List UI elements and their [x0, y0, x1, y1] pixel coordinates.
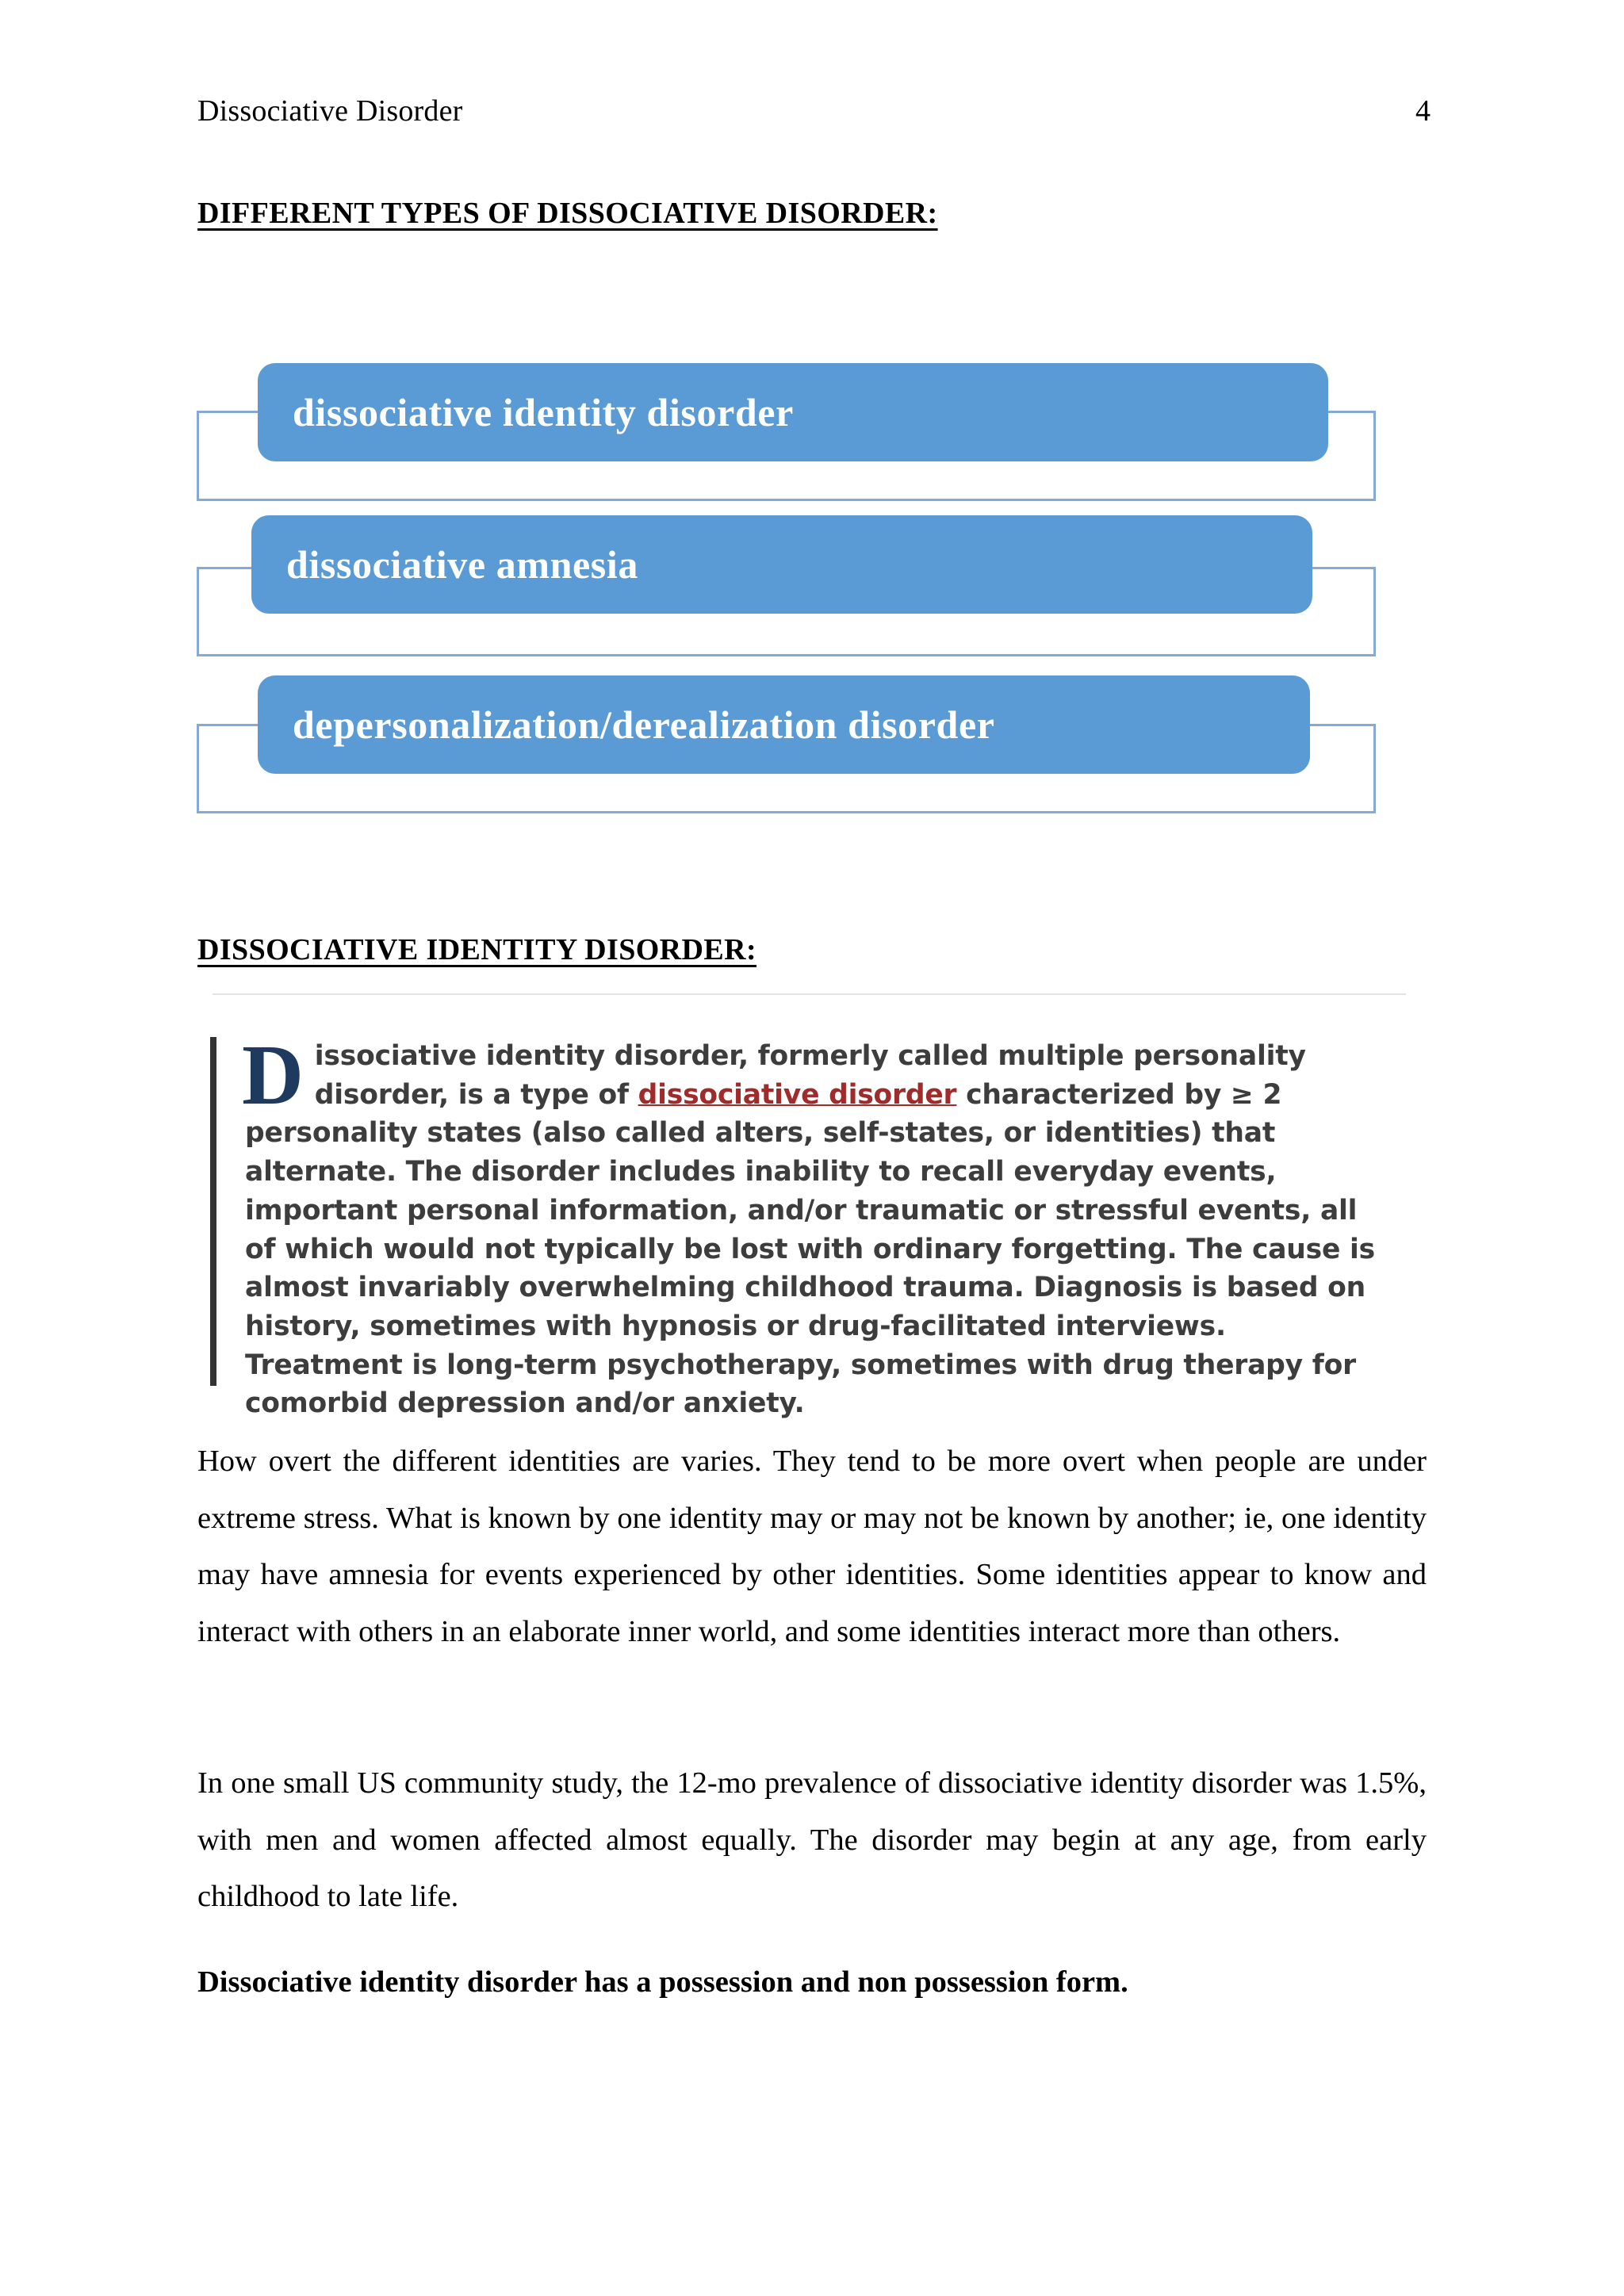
- paragraph-identities: How overt the different identities are varies. They tend to be more overt when people are under extreme stress. What is known by one identity may or may not be known by another; ie, one identity may have amnesia for events experienced by other identities. Some identities appear to know and interact with others in an elaborate inner world, and some identities interact more than others.: [197, 1445, 1427, 1648]
- page-number: 4: [1415, 94, 1431, 128]
- quote-bar: [210, 1037, 216, 1386]
- drop-cap: D: [242, 1028, 304, 1123]
- quote-divider: [213, 993, 1406, 995]
- did-heading: DISSOCIATIVE IDENTITY DISORDER:: [197, 933, 757, 966]
- types-heading: DIFFERENT TYPES OF DISSOCIATIVE DISORDER:: [197, 197, 938, 230]
- definition-quote: [210, 1028, 1384, 1420]
- quote-text: [242, 1028, 1379, 1423]
- paragraph-forms: Dissociative identity disorder has a possession and non possession form.: [197, 1965, 1128, 1999]
- type-item-amnesia: dissociative amnesia: [251, 515, 1312, 614]
- type-item-depersonalization: depersonalization/derealization disorder: [258, 675, 1310, 774]
- quote-text-start: issociative identity disorder, formerly called multiple personality disorder, is a type of: [314, 1040, 1306, 1111]
- running-head: Dissociative Disorder: [197, 94, 463, 128]
- paragraph-prevalence: In one small US community study, the 12-mo prevalence of dissociative identity disorder was 1.5%, with men and women affected almost equally. The disorder may begin at any age, from early childhood to late life.: [197, 1766, 1427, 1913]
- disorder-types-diagram: [197, 363, 1378, 813]
- quote-text-end: characterized by ≥ 2 personality states (also called alters, self-states, or identities) that alternate. The disorder includes inability to recall everyday events, important personal information, and/or traumatic or stressful events, all of which would not typically be lost with ordinary forgetting. The cause is almost invariably overwhelming childhood trauma. Diagnosis is based on history, sometimes with hypnosis or drug-facilitated interviews. Treatment is long-term psychotherapy, sometimes with drug therapy for comorbid depression and/or anxiety.: [245, 1078, 1375, 1420]
- type-item-identity-disorder: dissociative identity disorder: [258, 363, 1328, 461]
- dissociative-disorder-link[interactable]: dissociative disorder: [638, 1078, 957, 1111]
